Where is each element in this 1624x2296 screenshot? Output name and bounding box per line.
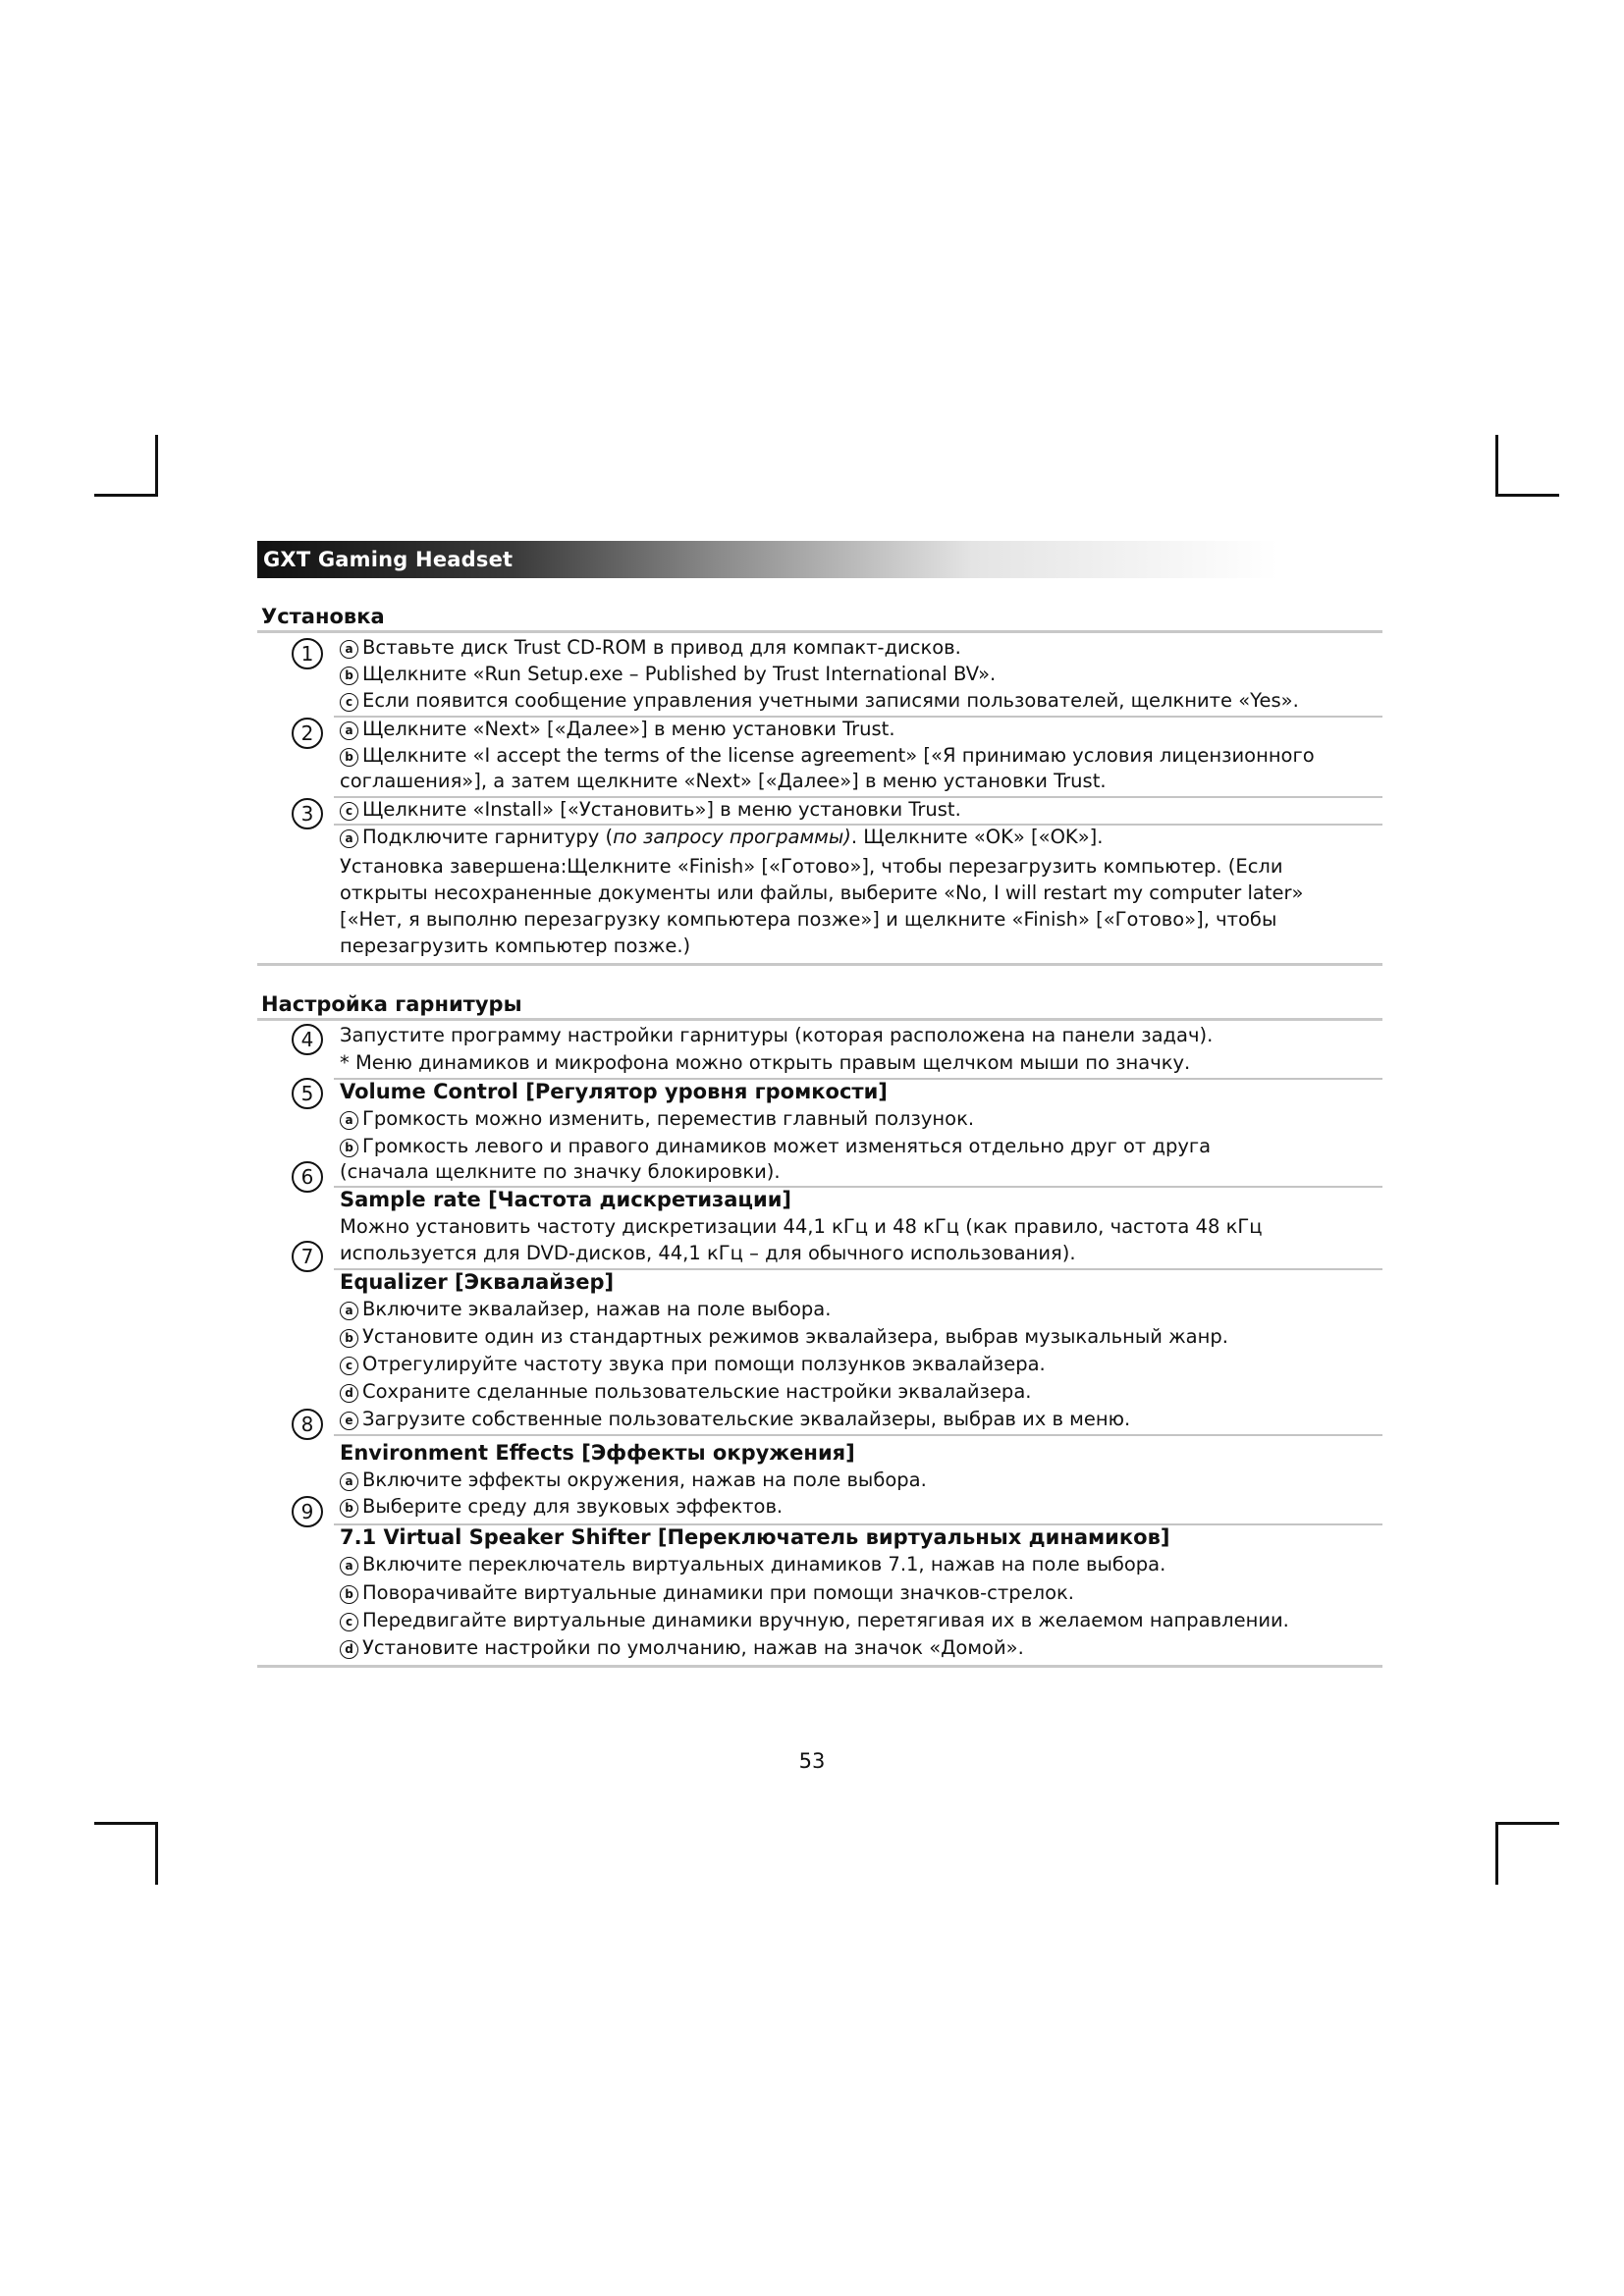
config-rule-7 xyxy=(334,1434,1382,1436)
crop-mark-bottom-right-v xyxy=(1495,1822,1498,1885)
marker-a-icon: a xyxy=(340,640,358,659)
install-line-1c: c Если появится сообщение управления учетными записями пользователей, щелкните «Yes». xyxy=(340,688,1299,714)
marker-c-icon: c xyxy=(340,802,358,821)
marker-a-icon: a xyxy=(340,1557,358,1575)
marker-d-icon: d xyxy=(340,1640,358,1659)
volume-line-a: a Громкость можно изменить, переместив главный ползунок. xyxy=(340,1106,974,1132)
sample-rate-title: Sample rate [Частота дискретизации] xyxy=(340,1188,792,1211)
crop-mark-bottom-left-v xyxy=(155,1822,158,1885)
step-7-badge: 7 xyxy=(292,1241,323,1272)
virtual-line-a: a Включите переключатель виртуальных динамиков 7.1, нажав на поле выбора. xyxy=(340,1552,1165,1577)
step-3-badge: 3 xyxy=(292,798,323,829)
step-1-badge: 1 xyxy=(292,638,323,669)
volume-line-b-cont: (сначала щелкните по значку блокировки). xyxy=(340,1160,781,1183)
step-6-badge: 6 xyxy=(292,1161,323,1193)
crop-mark-top-left-h xyxy=(94,494,157,497)
marker-a-icon: a xyxy=(340,721,358,740)
install-line-finish-4: перезагрузить компьютер позже.) xyxy=(340,934,691,957)
install-line-3c: c Щелкните «Install» [«Установить»] в меню установки Trust. xyxy=(340,797,961,823)
marker-b-icon: b xyxy=(340,1585,358,1604)
marker-b-icon: b xyxy=(340,1329,358,1348)
equalizer-title: Equalizer [Эквалайзер] xyxy=(340,1270,615,1294)
equalizer-line-b: b Установите один из стандартных режимов эквалайзера, выбрав музыкальный жанр. xyxy=(340,1324,1228,1350)
crop-mark-top-left-v xyxy=(155,435,158,497)
environment-line-a: a Включите эффекты окружения, нажав на поле выбора. xyxy=(340,1468,927,1493)
section-install-title: Установка xyxy=(261,605,385,628)
install-line-1b: b Щелкните «Run Setup.exe – Published by Trust International BV». xyxy=(340,662,996,687)
step-4-badge: 4 xyxy=(292,1024,323,1055)
marker-d-icon: d xyxy=(340,1384,358,1403)
step-9-badge: 9 xyxy=(292,1496,323,1527)
install-line-finish-1: Установка завершена:Щелкните «Finish» [«Готово»], чтобы перезагрузить компьютер. (Если xyxy=(340,855,1283,878)
crop-mark-bottom-left-h xyxy=(94,1822,157,1825)
virtual-line-b: b Поворачивайте виртуальные динамики при помощи значков-стрелок. xyxy=(340,1580,1074,1606)
equalizer-line-a: a Включите эквалайзер, нажав на поле выбора. xyxy=(340,1297,831,1322)
sample-line-1: Можно установить частоту дискретизации 44,1 кГц и 48 кГц (как правило, частота 48 кГц xyxy=(340,1215,1263,1238)
install-line-2b: b Щелкните «I accept the terms of the license agreement» [«Я принимаю условия лицензионного xyxy=(340,743,1315,769)
install-line-finish-3: [«Нет, я выполню перезагрузку компьютера позже»] и щелкните «Finish» [«Готово»], чтобы xyxy=(340,908,1277,931)
marker-e-icon: e xyxy=(340,1412,358,1430)
equalizer-line-d: d Сохраните сделанные пользовательские настройки эквалайзера. xyxy=(340,1379,1031,1405)
sample-line-2: используется для DVD-дисков, 44,1 кГц – для обычного использования). xyxy=(340,1242,1076,1264)
marker-c-icon: c xyxy=(340,693,358,712)
step-8-badge: 8 xyxy=(292,1409,323,1440)
crop-mark-top-right-v xyxy=(1495,435,1498,497)
marker-b-icon: b xyxy=(340,667,358,685)
crop-mark-top-right-h xyxy=(1495,494,1559,497)
step-2-badge: 2 xyxy=(292,718,323,749)
environment-line-b: b Выберите среду для звуковых эффектов. xyxy=(340,1494,783,1520)
page-number: 53 xyxy=(798,1749,826,1773)
section-config-bottom-rule xyxy=(257,1665,1382,1668)
equalizer-line-e: e Загрузите собственные пользовательские эквалайзеры, выбрав их в меню. xyxy=(340,1407,1130,1432)
marker-a-icon: a xyxy=(340,1302,358,1320)
marker-c-icon: c xyxy=(340,1613,358,1631)
virtual-speaker-title: 7.1 Virtual Speaker Shifter [Переключатель виртуальных динамиков] xyxy=(340,1525,1170,1549)
crop-mark-bottom-right-h xyxy=(1495,1822,1559,1825)
config-intro-1: Запустите программу настройки гарнитуры (которая расположена на панели задач). xyxy=(340,1024,1214,1046)
header-title: GXT Gaming Headset xyxy=(263,548,514,571)
marker-b-icon: b xyxy=(340,748,358,767)
virtual-line-c: c Передвигайте виртуальные динамики вручную, перетягивая их в желаемом направлении. xyxy=(340,1608,1289,1633)
marker-c-icon: c xyxy=(340,1357,358,1375)
section-install-rule xyxy=(257,630,1382,633)
marker-a-icon: a xyxy=(340,829,358,848)
section-config-title: Настройка гарнитуры xyxy=(261,992,522,1016)
virtual-line-d: d Установите настройки по умолчанию, нажав на значок «Домой». xyxy=(340,1635,1024,1661)
equalizer-line-c: c Отрегулируйте частоту звука при помощи ползунков эквалайзера. xyxy=(340,1352,1046,1377)
config-intro-2: * Меню динамиков и микрофона можно открыть правым щелчком мыши по значку. xyxy=(340,1051,1191,1074)
marker-a-icon: a xyxy=(340,1472,358,1491)
volume-control-title: Volume Control [Регулятор уровня громкости] xyxy=(340,1080,888,1103)
volume-line-b: b Громкость левого и правого динамиков может изменяться отдельно друг от друга xyxy=(340,1134,1211,1159)
install-line-1a: a Вставьте диск Trust CD-ROM в привод для компакт-дисков. xyxy=(340,635,961,661)
section-config-rule xyxy=(257,1018,1382,1021)
environment-effects-title: Environment Effects [Эффекты окружения] xyxy=(340,1441,855,1465)
marker-b-icon: b xyxy=(340,1499,358,1518)
install-line-3a: a Подключите гарнитуру (по запросу программы). Щелкните «OK» [«OK»]. xyxy=(340,825,1103,850)
marker-a-icon: a xyxy=(340,1111,358,1130)
install-line-2a: a Щелкните «Next» [«Далее»] в меню установки Trust. xyxy=(340,717,895,742)
step-5-badge: 5 xyxy=(292,1078,323,1109)
install-line-2b-cont: соглашения»], а затем щелкните «Next» [«Далее»] в меню установки Trust. xyxy=(340,770,1107,792)
marker-b-icon: b xyxy=(340,1139,358,1157)
install-line-finish-2: открыты несохраненные документы или файлы, выберите «No, I will restart my computer later» xyxy=(340,881,1304,904)
section-install-bottom-rule xyxy=(257,963,1382,966)
